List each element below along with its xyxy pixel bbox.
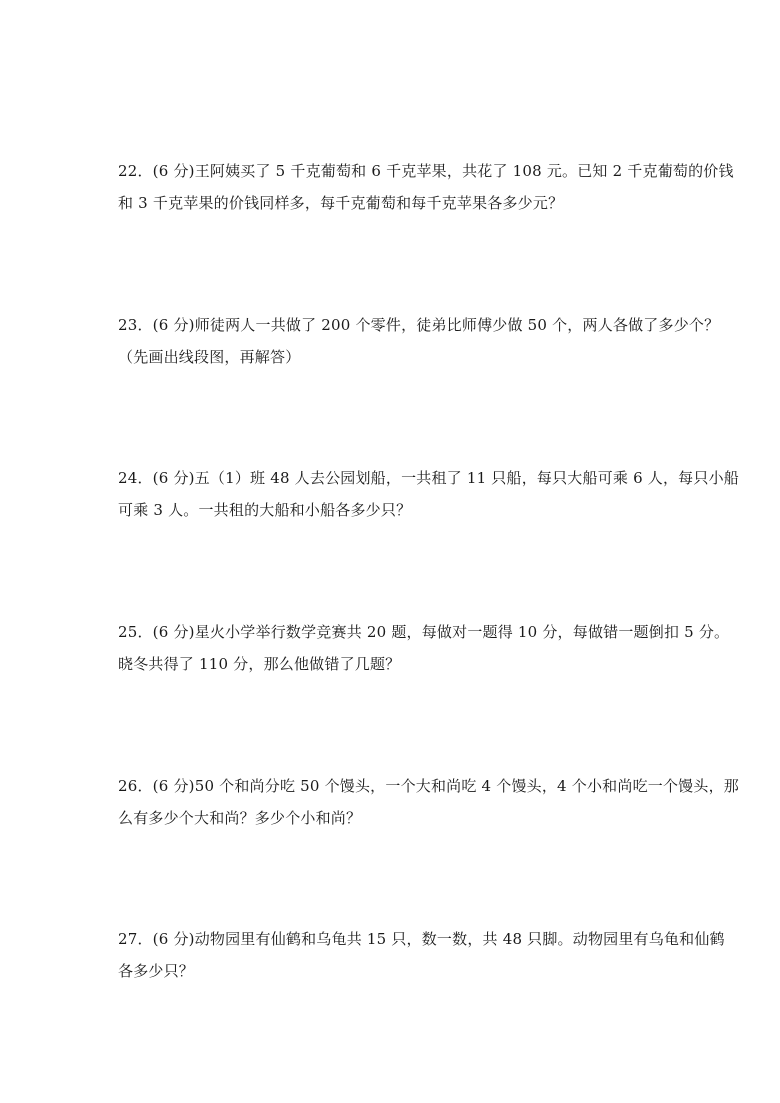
question-22 xyxy=(118,155,734,219)
question-text-line: 23．(6 分)师徒两人一共做了 200 个零件，徒弟比师傅少做 50 个，两人各做了多少个？ xyxy=(118,316,720,334)
question-text-line: 可乘 3 人。一共租的大船和小船各多少只？ xyxy=(118,501,412,519)
question-text-line: 25．(6 分)星火小学举行数学竞赛共 20 题，每做对一题得 10 分，每做错一题倒扣 5 分。 xyxy=(118,623,730,641)
question-text-line: （先画出线段图，再解答） xyxy=(118,348,301,366)
question-text-line: 27．(6 分)动物园里有仙鹤和乌龟共 15 只，数一数，共 48 只脚。动物园里有乌龟和仙鹤 xyxy=(118,930,725,948)
question-25 xyxy=(118,616,730,680)
question-text-line: 24．(6 分)五（1）班 48 人去公园划船，一共租了 11 只船，每只大船可乘 6 人，每只小船 xyxy=(118,469,739,487)
question-26 xyxy=(118,770,739,834)
question-text-line: 晓冬共得了 110 分，那么他做错了几题？ xyxy=(118,655,401,673)
question-text-line: 和 3 千克苹果的价钱同样多，每千克葡萄和每千克苹果各多少元？ xyxy=(118,194,564,212)
question-text-line: 么有多少个大和尚？多少个小和尚？ xyxy=(118,809,362,827)
question-24 xyxy=(118,462,739,526)
question-text-line: 26．(6 分)50 个和尚分吃 50 个馒头，一个大和尚吃 4 个馒头，4 个小和尚吃一个馒头，那 xyxy=(118,777,739,795)
question-27 xyxy=(118,923,725,987)
question-23 xyxy=(118,309,720,373)
question-text-line: 22．(6 分)王阿姨买了 5 千克葡萄和 6 千克苹果，共花了 108 元。已知 2 千克葡萄的价钱 xyxy=(118,162,734,180)
question-text-line: 各多少只？ xyxy=(118,962,195,980)
